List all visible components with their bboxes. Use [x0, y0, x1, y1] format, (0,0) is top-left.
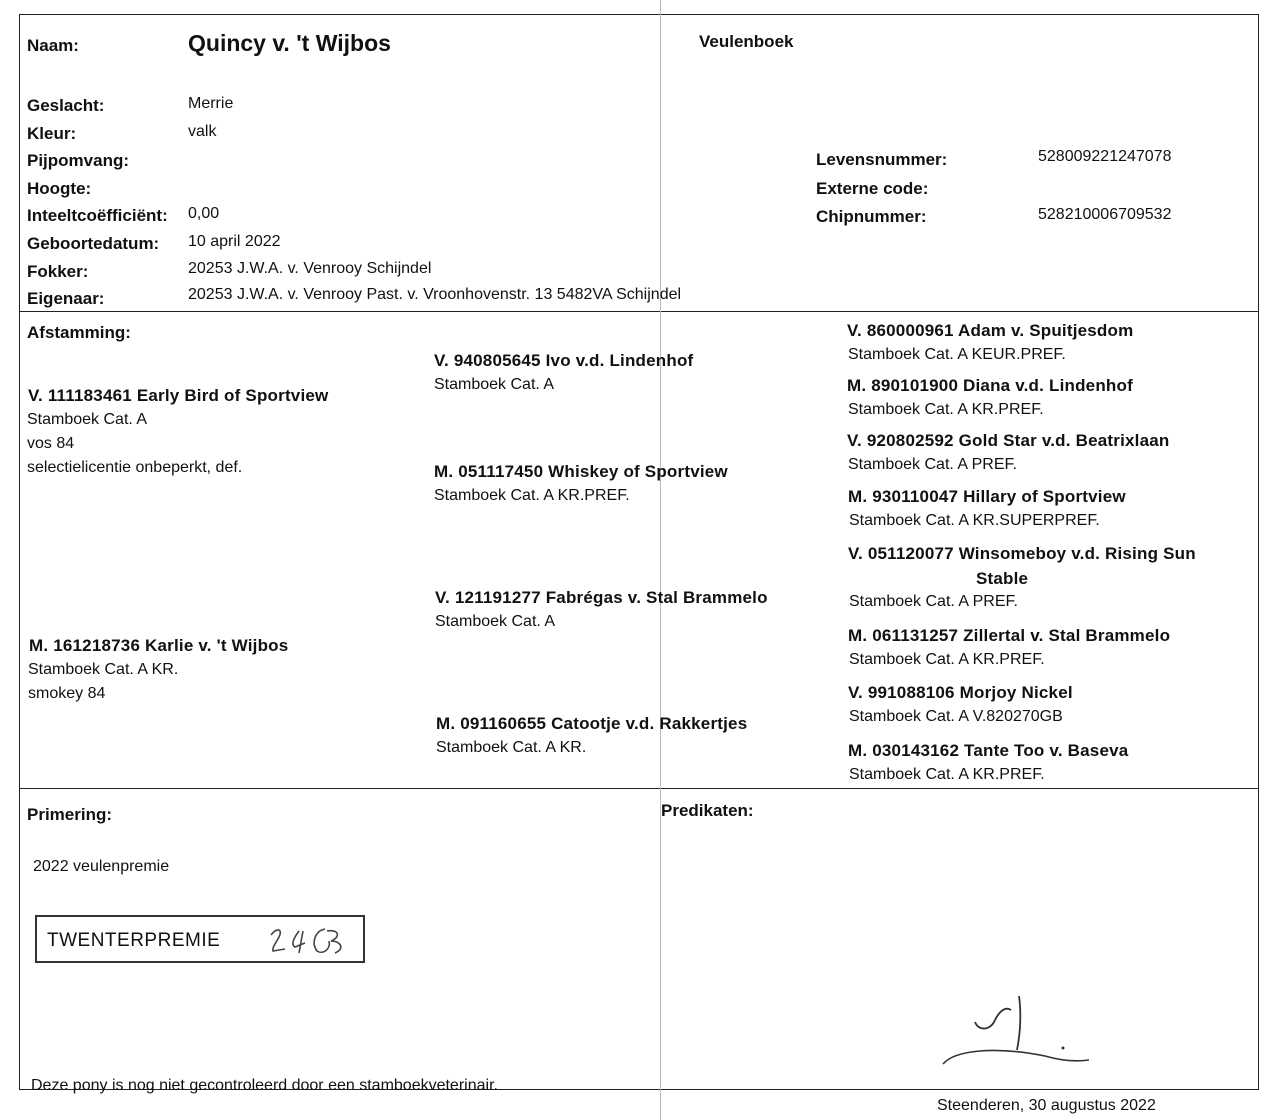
pedigree-label: Afstamming: — [27, 323, 131, 342]
great-grandparent-name: V. 920802592 Gold Star v.d. Beatrixlaan — [847, 431, 1170, 450]
great-grandparent-name: M. 930110047 Hillary of Sportview — [848, 487, 1126, 506]
great-grandparent-line: Stamboek Cat. A KEUR.PREF. — [848, 346, 1066, 363]
sire-line-2: vos 84 — [27, 435, 75, 452]
place-date: Steenderen, 30 augustus 2022 — [937, 1097, 1156, 1114]
great-grandparent-line: Stamboek Cat. A KR.PREF. — [848, 401, 1044, 418]
field-label-life-number: Levensnummer: — [816, 150, 948, 169]
field-label-birthdate: Geboortedatum: — [27, 234, 160, 253]
grandparent-line: Stamboek Cat. A — [434, 376, 555, 393]
great-grandparent-name: V. 051120077 Winsomeboy v.d. Rising Sun — [848, 544, 1196, 563]
great-grandparent-name: M. 030143162 Tante Too v. Baseva — [848, 741, 1129, 760]
field-label-height: Hoogte: — [27, 179, 92, 198]
dam-line-2: smokey 84 — [28, 685, 106, 702]
great-grandparent-name: V. 860000961 Adam v. Spuitjesdom — [847, 321, 1134, 340]
field-value-gender: Merrie — [188, 95, 234, 112]
grandparent-line: Stamboek Cat. A — [435, 613, 556, 630]
premiering-label: Primering: — [27, 805, 113, 824]
grandparent-name: M. 091160655 Catootje v.d. Rakkertjes — [436, 714, 748, 733]
field-value-inbreeding: 0,00 — [188, 205, 220, 222]
grandparent-name: M. 051117450 Whiskey of Sportview — [434, 462, 728, 481]
field-value-color: valk — [188, 123, 217, 140]
field-value-life-number: 528009221247078 — [1038, 148, 1172, 165]
great-grandparent-line: Stamboek Cat. A KR.SUPERPREF. — [849, 512, 1100, 529]
field-label-pipe: Pijpomvang: — [27, 151, 130, 170]
great-grandparent-line: Stamboek Cat. A PREF. — [849, 593, 1018, 610]
stamp-text: TWENTERPREMIE — [47, 930, 221, 951]
field-label-breeder: Fokker: — [27, 262, 89, 281]
premium-stamp — [35, 915, 365, 963]
field-label-chip-number: Chipnummer: — [816, 207, 927, 226]
predikaten-label: Predikaten: — [661, 801, 754, 820]
veterinary-note: Deze pony is nog niet gecontroleerd door een stamboekveterinair. — [31, 1077, 498, 1094]
dam-name: M. 161218736 Karlie v. 't Wijbos — [29, 636, 289, 655]
field-label-inbreeding: Inteeltcoëfficiënt: — [27, 206, 168, 225]
great-grandparent-name: M. 890101900 Diana v.d. Lindenhof — [847, 376, 1133, 395]
field-value-owner: 20253 J.W.A. v. Venrooy Past. v. Vroonhovenstr. 13 5482VA Schijndel — [188, 286, 682, 303]
great-grandparent-line: Stamboek Cat. A KR.PREF. — [849, 766, 1045, 783]
field-label-owner: Eigenaar: — [27, 289, 105, 308]
name-label: Naam: — [27, 36, 79, 55]
fold-line — [660, 0, 661, 1120]
field-label-gender: Geslacht: — [27, 96, 105, 115]
great-grandparent-line: Stamboek Cat. A KR.PREF. — [849, 651, 1045, 668]
dam-line-1: Stamboek Cat. A KR. — [28, 661, 179, 678]
great-grandparent-name: V. 991088106 Morjoy Nickel — [848, 683, 1073, 702]
great-grandparent-line: Stamboek Cat. A PREF. — [848, 456, 1017, 473]
great-grandparent-line: Stamboek Cat. A V.820270GB — [849, 708, 1063, 725]
field-label-external-code: Externe code: — [816, 179, 929, 198]
signature — [935, 990, 1095, 1070]
grandparent-name: V. 121191277 Fabrégas v. Stal Brammelo — [435, 588, 768, 607]
great-grandparent-name-cont: Stable — [976, 569, 1029, 588]
handwritten-annotation — [269, 925, 359, 957]
book-title: Veulenboek — [699, 32, 794, 51]
field-value-breeder: 20253 J.W.A. v. Venrooy Schijndel — [188, 260, 432, 277]
great-grandparent-name: M. 061131257 Zillertal v. Stal Brammelo — [848, 626, 1171, 645]
field-value-birthdate: 10 april 2022 — [188, 233, 281, 250]
sire-line-3: selectielicentie onbeperkt, def. — [27, 459, 243, 476]
grandparent-line: Stamboek Cat. A KR. — [436, 739, 587, 756]
sire-name: V. 111183461 Early Bird of Sportview — [28, 386, 329, 405]
sire-line-1: Stamboek Cat. A — [27, 411, 148, 428]
divider-pedigree — [19, 788, 1259, 789]
grandparent-name: V. 940805645 Ivo v.d. Lindenhof — [434, 351, 694, 370]
field-label-color: Kleur: — [27, 124, 77, 143]
horse-name: Quincy v. 't Wijbos — [188, 30, 391, 56]
grandparent-line: Stamboek Cat. A KR.PREF. — [434, 487, 630, 504]
field-value-chip-number: 528210006709532 — [1038, 206, 1172, 223]
premiering-entry: 2022 veulenpremie — [33, 858, 170, 875]
divider-header — [19, 311, 1259, 312]
